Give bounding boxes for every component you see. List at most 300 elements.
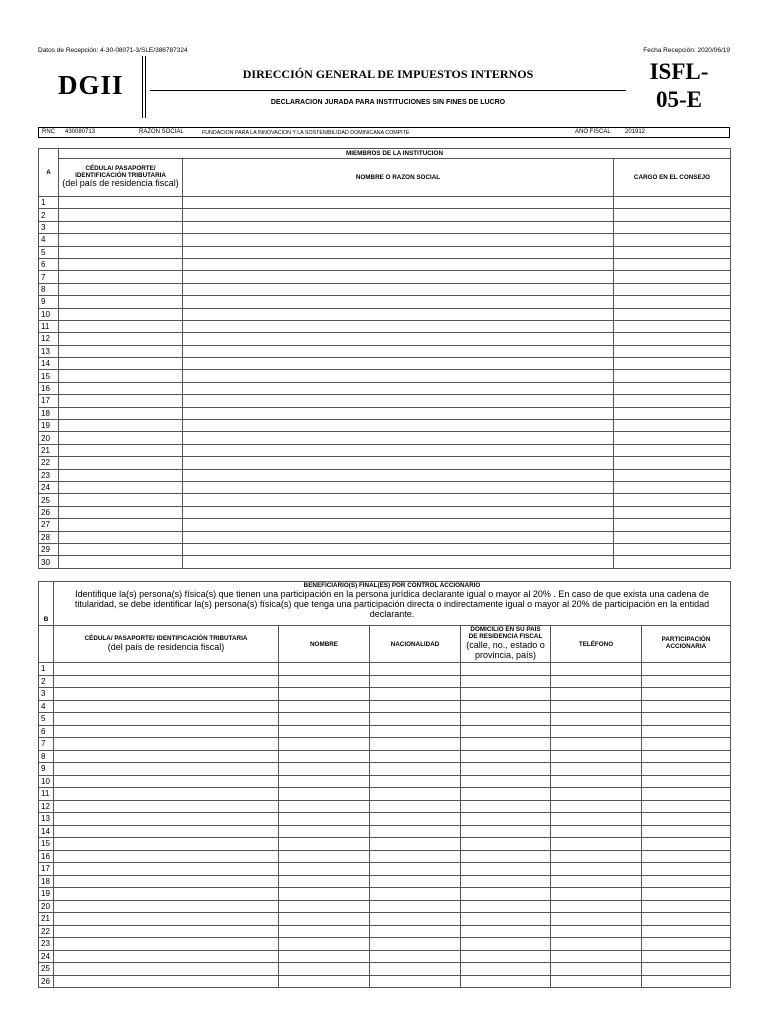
table-row bbox=[39, 663, 731, 676]
row-number: 9 bbox=[39, 296, 59, 308]
entry-cell[interactable] bbox=[54, 825, 279, 838]
entry-cell[interactable] bbox=[461, 688, 551, 701]
entry-cell[interactable] bbox=[642, 875, 731, 888]
entry-cell[interactable] bbox=[54, 738, 279, 751]
entry-cell[interactable] bbox=[183, 481, 614, 493]
entry-cell[interactable] bbox=[461, 738, 551, 751]
row-number: 12 bbox=[39, 800, 54, 813]
column-header-id-note: (del país de residencia fiscal) bbox=[62, 178, 179, 189]
entry-cell[interactable] bbox=[614, 320, 731, 332]
entry-cell[interactable] bbox=[279, 938, 370, 951]
entry-cell[interactable] bbox=[59, 469, 183, 481]
entry-cell[interactable] bbox=[183, 358, 614, 370]
entry-cell[interactable] bbox=[614, 519, 731, 531]
entry-cell[interactable] bbox=[183, 432, 614, 444]
column-header-role: CARGO EN EL CONSEJO bbox=[614, 159, 731, 197]
entry-cell[interactable] bbox=[59, 333, 183, 345]
entry-cell[interactable] bbox=[614, 197, 731, 209]
entry-cell[interactable] bbox=[551, 663, 642, 676]
entry-cell[interactable] bbox=[614, 407, 731, 419]
table-row bbox=[39, 197, 731, 209]
entry-cell[interactable] bbox=[461, 825, 551, 838]
entry-cell[interactable] bbox=[642, 925, 731, 938]
entry-cell[interactable] bbox=[551, 825, 642, 838]
entry-cell[interactable] bbox=[370, 813, 461, 826]
entry-cell[interactable] bbox=[54, 900, 279, 913]
entry-cell[interactable] bbox=[183, 506, 614, 518]
entry-cell[interactable] bbox=[183, 345, 614, 357]
table-row bbox=[39, 209, 731, 221]
entry-cell[interactable] bbox=[59, 556, 183, 568]
entry-cell[interactable] bbox=[279, 675, 370, 688]
entry-cell[interactable] bbox=[183, 246, 614, 258]
entry-cell[interactable] bbox=[54, 963, 279, 976]
row-number: 10 bbox=[39, 775, 54, 788]
entry-cell[interactable] bbox=[183, 308, 614, 320]
entry-cell[interactable] bbox=[279, 763, 370, 776]
entry-cell[interactable] bbox=[54, 788, 279, 801]
entry-cell[interactable] bbox=[614, 246, 731, 258]
row-number: 14 bbox=[39, 358, 59, 370]
entry-cell[interactable] bbox=[59, 370, 183, 382]
row-number: 17 bbox=[39, 395, 59, 407]
entry-cell[interactable] bbox=[54, 800, 279, 813]
entry-cell[interactable] bbox=[54, 775, 279, 788]
entry-cell[interactable] bbox=[370, 950, 461, 963]
entry-cell[interactable] bbox=[59, 258, 183, 270]
entry-cell[interactable] bbox=[370, 738, 461, 751]
razon-social-label: RAZÓN SOCIAL bbox=[139, 129, 184, 135]
entry-cell[interactable] bbox=[614, 556, 731, 568]
entry-cell[interactable] bbox=[642, 838, 731, 851]
entry-cell[interactable] bbox=[370, 725, 461, 738]
entry-cell[interactable] bbox=[370, 913, 461, 926]
taxpayer-info-bar bbox=[38, 127, 730, 138]
row-number: 10 bbox=[39, 308, 59, 320]
entry-cell[interactable] bbox=[551, 863, 642, 876]
table-row bbox=[39, 738, 731, 751]
entry-cell[interactable] bbox=[642, 850, 731, 863]
entry-cell[interactable] bbox=[614, 221, 731, 233]
table-row bbox=[39, 800, 731, 813]
entry-cell[interactable] bbox=[551, 850, 642, 863]
entry-cell[interactable] bbox=[370, 825, 461, 838]
rnc-label: RNC bbox=[42, 129, 55, 135]
entry-cell[interactable] bbox=[59, 444, 183, 456]
entry-cell[interactable] bbox=[551, 813, 642, 826]
form-code bbox=[630, 58, 728, 113]
entry-cell[interactable] bbox=[59, 283, 183, 295]
table-row bbox=[39, 975, 731, 988]
entry-cell[interactable] bbox=[183, 333, 614, 345]
entry-cell[interactable] bbox=[54, 913, 279, 926]
entry-cell[interactable] bbox=[614, 481, 731, 493]
entry-cell[interactable] bbox=[183, 209, 614, 221]
entry-cell[interactable] bbox=[642, 763, 731, 776]
entry-cell[interactable] bbox=[54, 763, 279, 776]
entry-cell[interactable] bbox=[642, 963, 731, 976]
entry-cell[interactable] bbox=[614, 209, 731, 221]
entry-cell[interactable] bbox=[370, 688, 461, 701]
entry-cell[interactable] bbox=[461, 863, 551, 876]
entry-cell[interactable] bbox=[461, 925, 551, 938]
table-row bbox=[39, 481, 731, 493]
entry-cell[interactable] bbox=[183, 320, 614, 332]
section-letter: A bbox=[39, 149, 59, 197]
column-header-share-line2: ACCIONARIA bbox=[665, 643, 707, 650]
entry-cell[interactable] bbox=[461, 913, 551, 926]
entry-cell[interactable] bbox=[183, 197, 614, 209]
entry-cell[interactable] bbox=[614, 358, 731, 370]
entry-cell[interactable] bbox=[279, 838, 370, 851]
row-number: 8 bbox=[39, 283, 59, 295]
entry-cell[interactable] bbox=[183, 444, 614, 456]
entry-cell[interactable] bbox=[279, 975, 370, 988]
entry-cell[interactable] bbox=[183, 407, 614, 419]
entry-cell[interactable] bbox=[642, 888, 731, 901]
entry-cell[interactable] bbox=[461, 963, 551, 976]
members-table-body bbox=[39, 197, 731, 569]
entry-cell[interactable] bbox=[59, 506, 183, 518]
organization-title: DIRECCIÓN GENERAL DE IMPUESTOS INTERNOS bbox=[242, 67, 534, 81]
entry-cell[interactable] bbox=[614, 296, 731, 308]
entry-cell[interactable] bbox=[614, 333, 731, 345]
entry-cell[interactable] bbox=[461, 663, 551, 676]
entry-cell[interactable] bbox=[54, 838, 279, 851]
entry-cell[interactable] bbox=[642, 663, 731, 676]
entry-cell[interactable] bbox=[54, 713, 279, 726]
entry-cell[interactable] bbox=[279, 663, 370, 676]
entry-cell[interactable] bbox=[551, 975, 642, 988]
entry-cell[interactable] bbox=[370, 713, 461, 726]
entry-cell[interactable] bbox=[461, 800, 551, 813]
entry-cell[interactable] bbox=[54, 938, 279, 951]
column-header-phone: TELÉFONO bbox=[551, 626, 642, 663]
reception-data: Datos de Recepción: 4-30-08071-3/SLE/386787324 bbox=[38, 47, 188, 54]
entry-cell[interactable] bbox=[642, 975, 731, 988]
entry-cell[interactable] bbox=[614, 395, 731, 407]
entry-cell[interactable] bbox=[551, 763, 642, 776]
entry-cell[interactable] bbox=[461, 713, 551, 726]
entry-cell[interactable] bbox=[551, 800, 642, 813]
entry-cell[interactable] bbox=[279, 900, 370, 913]
entry-cell[interactable] bbox=[279, 738, 370, 751]
row-number: 16 bbox=[39, 382, 59, 394]
entry-cell[interactable] bbox=[642, 788, 731, 801]
entry-cell[interactable] bbox=[551, 875, 642, 888]
entry-cell[interactable] bbox=[54, 700, 279, 713]
section-letter-cell bbox=[39, 626, 54, 663]
entry-cell[interactable] bbox=[642, 675, 731, 688]
entry-cell[interactable] bbox=[614, 370, 731, 382]
entry-cell[interactable] bbox=[183, 420, 614, 432]
entry-cell[interactable] bbox=[370, 925, 461, 938]
entry-cell[interactable] bbox=[279, 688, 370, 701]
row-number: 2 bbox=[39, 675, 54, 688]
entry-cell[interactable] bbox=[59, 221, 183, 233]
entry-cell[interactable] bbox=[551, 788, 642, 801]
entry-cell[interactable] bbox=[614, 258, 731, 270]
entry-cell[interactable] bbox=[370, 938, 461, 951]
entry-cell[interactable] bbox=[551, 725, 642, 738]
entry-cell[interactable] bbox=[461, 950, 551, 963]
entry-cell[interactable] bbox=[279, 925, 370, 938]
entry-cell[interactable] bbox=[59, 420, 183, 432]
form-code-line1: ISFL- bbox=[649, 59, 709, 84]
entry-cell[interactable] bbox=[551, 913, 642, 926]
entry-cell[interactable] bbox=[614, 420, 731, 432]
table-row bbox=[39, 432, 731, 444]
entry-cell[interactable] bbox=[370, 663, 461, 676]
row-number: 11 bbox=[39, 788, 54, 801]
entry-cell[interactable] bbox=[461, 725, 551, 738]
entry-cell[interactable] bbox=[551, 688, 642, 701]
entry-cell[interactable] bbox=[59, 345, 183, 357]
entry-cell[interactable] bbox=[614, 382, 731, 394]
entry-cell[interactable] bbox=[614, 543, 731, 555]
entry-cell[interactable] bbox=[370, 675, 461, 688]
entry-cell[interactable] bbox=[279, 800, 370, 813]
entry-cell[interactable] bbox=[370, 838, 461, 851]
entry-cell[interactable] bbox=[642, 750, 731, 763]
entry-cell[interactable] bbox=[59, 407, 183, 419]
entry-cell[interactable] bbox=[551, 738, 642, 751]
entry-cell[interactable] bbox=[614, 469, 731, 481]
entry-cell[interactable] bbox=[461, 750, 551, 763]
table-row bbox=[39, 494, 731, 506]
entry-cell[interactable] bbox=[59, 358, 183, 370]
entry-cell[interactable] bbox=[551, 888, 642, 901]
entry-cell[interactable] bbox=[370, 963, 461, 976]
entry-cell[interactable] bbox=[183, 382, 614, 394]
entry-cell[interactable] bbox=[183, 519, 614, 531]
entry-cell[interactable] bbox=[54, 725, 279, 738]
entry-cell[interactable] bbox=[370, 775, 461, 788]
entry-cell[interactable] bbox=[279, 888, 370, 901]
row-number: 18 bbox=[39, 407, 59, 419]
row-number: 4 bbox=[39, 700, 54, 713]
entry-cell[interactable] bbox=[279, 950, 370, 963]
entry-cell[interactable] bbox=[551, 925, 642, 938]
entry-cell[interactable] bbox=[183, 271, 614, 283]
entry-cell[interactable] bbox=[551, 838, 642, 851]
row-number: 12 bbox=[39, 333, 59, 345]
entry-cell[interactable] bbox=[59, 197, 183, 209]
entry-cell[interactable] bbox=[370, 800, 461, 813]
entry-cell[interactable] bbox=[370, 863, 461, 876]
entry-cell[interactable] bbox=[279, 775, 370, 788]
row-number: 6 bbox=[39, 258, 59, 270]
entry-cell[interactable] bbox=[614, 444, 731, 456]
entry-cell[interactable] bbox=[642, 825, 731, 838]
entry-cell[interactable] bbox=[183, 283, 614, 295]
entry-cell[interactable] bbox=[642, 813, 731, 826]
entry-cell[interactable] bbox=[642, 950, 731, 963]
entry-cell[interactable] bbox=[551, 700, 642, 713]
table-row bbox=[39, 320, 731, 332]
entry-cell[interactable] bbox=[642, 938, 731, 951]
entry-cell[interactable] bbox=[279, 875, 370, 888]
entry-cell[interactable] bbox=[551, 713, 642, 726]
razon-social-value: FUNDACION PARA LA INNOVACION Y LA SOSTENIBILIDAD DOMINICANA COMPITE bbox=[202, 129, 410, 136]
column-header-address-note: (calle, no., estado o provincia, país) bbox=[466, 640, 545, 660]
entry-cell[interactable] bbox=[54, 925, 279, 938]
table-row bbox=[39, 469, 731, 481]
entry-cell[interactable] bbox=[370, 900, 461, 913]
entry-cell[interactable] bbox=[59, 382, 183, 394]
entry-cell[interactable] bbox=[183, 395, 614, 407]
entry-cell[interactable] bbox=[183, 469, 614, 481]
entry-cell[interactable] bbox=[54, 850, 279, 863]
entry-cell[interactable] bbox=[54, 975, 279, 988]
entry-cell[interactable] bbox=[370, 975, 461, 988]
entry-cell[interactable] bbox=[461, 900, 551, 913]
entry-cell[interactable] bbox=[279, 713, 370, 726]
entry-cell[interactable] bbox=[461, 838, 551, 851]
entry-cell[interactable] bbox=[183, 221, 614, 233]
dgii-logo: DGII bbox=[58, 70, 124, 100]
entry-cell[interactable] bbox=[59, 543, 183, 555]
entry-cell[interactable] bbox=[59, 320, 183, 332]
row-number: 5 bbox=[39, 713, 54, 726]
entry-cell[interactable] bbox=[279, 700, 370, 713]
row-number: 2 bbox=[39, 209, 59, 221]
entry-cell[interactable] bbox=[59, 271, 183, 283]
entry-cell[interactable] bbox=[461, 788, 551, 801]
entry-cell[interactable] bbox=[614, 531, 731, 543]
entry-cell[interactable] bbox=[614, 494, 731, 506]
entry-cell[interactable] bbox=[183, 234, 614, 246]
entry-cell[interactable] bbox=[642, 775, 731, 788]
entry-cell[interactable] bbox=[59, 494, 183, 506]
entry-cell[interactable] bbox=[461, 938, 551, 951]
entry-cell[interactable] bbox=[461, 763, 551, 776]
entry-cell[interactable] bbox=[461, 975, 551, 988]
entry-cell[interactable] bbox=[279, 725, 370, 738]
entry-cell[interactable] bbox=[183, 258, 614, 270]
entry-cell[interactable] bbox=[461, 888, 551, 901]
entry-cell[interactable] bbox=[279, 963, 370, 976]
entry-cell[interactable] bbox=[614, 345, 731, 357]
entry-cell[interactable] bbox=[642, 725, 731, 738]
row-number: 30 bbox=[39, 556, 59, 568]
entry-cell[interactable] bbox=[370, 888, 461, 901]
entry-cell[interactable] bbox=[614, 283, 731, 295]
entry-cell[interactable] bbox=[551, 900, 642, 913]
entry-cell[interactable] bbox=[59, 432, 183, 444]
entry-cell[interactable] bbox=[279, 913, 370, 926]
entry-cell[interactable] bbox=[54, 875, 279, 888]
entry-cell[interactable] bbox=[461, 875, 551, 888]
entry-cell[interactable] bbox=[614, 432, 731, 444]
entry-cell[interactable] bbox=[642, 700, 731, 713]
row-number: 9 bbox=[39, 763, 54, 776]
entry-cell[interactable] bbox=[183, 457, 614, 469]
entry-cell[interactable] bbox=[370, 788, 461, 801]
entry-cell[interactable] bbox=[54, 750, 279, 763]
entry-cell[interactable] bbox=[54, 950, 279, 963]
entry-cell[interactable] bbox=[614, 308, 731, 320]
entry-cell[interactable] bbox=[279, 750, 370, 763]
rnc-value: 430080713 bbox=[65, 129, 96, 135]
entry-cell[interactable] bbox=[54, 813, 279, 826]
entry-cell[interactable] bbox=[370, 700, 461, 713]
entry-cell[interactable] bbox=[614, 271, 731, 283]
entry-cell[interactable] bbox=[54, 688, 279, 701]
entry-cell[interactable] bbox=[551, 750, 642, 763]
row-number: 20 bbox=[39, 432, 59, 444]
entry-cell[interactable] bbox=[183, 494, 614, 506]
entry-cell[interactable] bbox=[461, 813, 551, 826]
entry-cell[interactable] bbox=[279, 863, 370, 876]
table-row bbox=[39, 420, 731, 432]
entry-cell[interactable] bbox=[54, 663, 279, 676]
entry-cell[interactable] bbox=[642, 913, 731, 926]
entry-cell[interactable] bbox=[279, 825, 370, 838]
entry-cell[interactable] bbox=[59, 395, 183, 407]
entry-cell[interactable] bbox=[183, 531, 614, 543]
entry-cell[interactable] bbox=[642, 863, 731, 876]
entry-cell[interactable] bbox=[54, 675, 279, 688]
entry-cell[interactable] bbox=[642, 713, 731, 726]
entry-cell[interactable] bbox=[461, 850, 551, 863]
entry-cell[interactable] bbox=[461, 775, 551, 788]
entry-cell[interactable] bbox=[59, 234, 183, 246]
entry-cell[interactable] bbox=[59, 308, 183, 320]
entry-cell[interactable] bbox=[551, 938, 642, 951]
row-number: 27 bbox=[39, 519, 59, 531]
entry-cell[interactable] bbox=[642, 738, 731, 751]
entry-cell[interactable] bbox=[551, 675, 642, 688]
entry-cell[interactable] bbox=[54, 863, 279, 876]
entry-cell[interactable] bbox=[642, 800, 731, 813]
entry-cell[interactable] bbox=[59, 296, 183, 308]
table-row bbox=[39, 950, 731, 963]
entry-cell[interactable] bbox=[642, 688, 731, 701]
entry-cell[interactable] bbox=[59, 481, 183, 493]
entry-cell[interactable] bbox=[551, 950, 642, 963]
entry-cell[interactable] bbox=[614, 457, 731, 469]
entry-cell[interactable] bbox=[183, 296, 614, 308]
entry-cell[interactable] bbox=[59, 209, 183, 221]
entry-cell[interactable] bbox=[59, 246, 183, 258]
entry-cell[interactable] bbox=[461, 675, 551, 688]
entry-cell[interactable] bbox=[614, 234, 731, 246]
entry-cell[interactable] bbox=[551, 775, 642, 788]
entry-cell[interactable] bbox=[370, 875, 461, 888]
entry-cell[interactable] bbox=[279, 788, 370, 801]
entry-cell[interactable] bbox=[461, 700, 551, 713]
entry-cell[interactable] bbox=[183, 370, 614, 382]
table-row bbox=[39, 925, 731, 938]
entry-cell[interactable] bbox=[59, 519, 183, 531]
entry-cell[interactable] bbox=[59, 457, 183, 469]
entry-cell[interactable] bbox=[279, 850, 370, 863]
entry-cell[interactable] bbox=[183, 543, 614, 555]
entry-cell[interactable] bbox=[370, 850, 461, 863]
entry-cell[interactable] bbox=[183, 556, 614, 568]
entry-cell[interactable] bbox=[642, 900, 731, 913]
form-code-line2: 05-E bbox=[656, 86, 702, 112]
row-number: 1 bbox=[39, 197, 59, 209]
entry-cell[interactable] bbox=[614, 506, 731, 518]
entry-cell[interactable] bbox=[370, 763, 461, 776]
entry-cell[interactable] bbox=[279, 813, 370, 826]
entry-cell[interactable] bbox=[551, 963, 642, 976]
entry-cell[interactable] bbox=[54, 888, 279, 901]
entry-cell[interactable] bbox=[370, 750, 461, 763]
entry-cell[interactable] bbox=[59, 531, 183, 543]
